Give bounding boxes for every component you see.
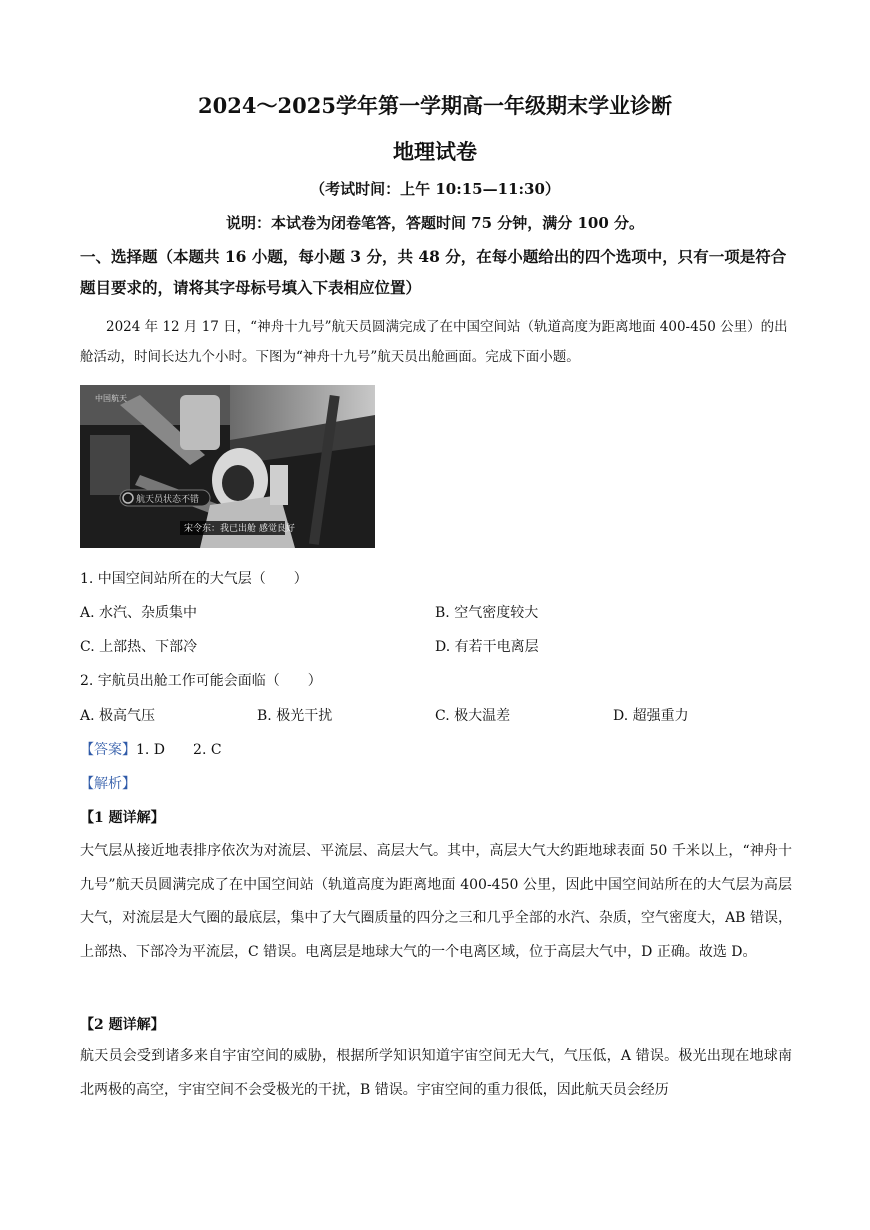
- q2-option-a: A. 极高气压: [80, 708, 156, 724]
- q1-option-b: B. 空气密度较大: [435, 605, 539, 621]
- answer-line: [80, 739, 222, 759]
- exam-time: （考试时间：上午 10:15—11:30）: [310, 180, 560, 198]
- answer-value: 1. D 2. C: [136, 742, 222, 758]
- exam-title: 2024～2025学年第一学期高一年级期末学业诊断: [198, 93, 672, 118]
- q2-option-c: C. 极大温差: [435, 708, 511, 724]
- analysis-label: 【解析】: [80, 776, 136, 792]
- detail-1-label: 【1 题详解】: [80, 810, 165, 826]
- exam-note: 说明：本试卷为闭卷笔答，答题时间 75 分钟，满分 100 分。: [225, 214, 645, 232]
- spacewalk-photo: [80, 385, 375, 548]
- photo-subtitle: 宋令东：我已出舱 感觉良好: [184, 524, 295, 534]
- question-intro: 2024 年 12 月 17 日，“神舟十九号”航天员圆满完成了在中国空间站（轨道高度为距离地面 400-450 公里）的出舱活动，时间长达九个小时。下图为“神舟十九号”航天员出舱画面。完成下面小题。: [80, 319, 788, 365]
- q1-option-d: D. 有若干电离层: [435, 639, 539, 655]
- q2-option-d: D. 超强重力: [613, 708, 689, 724]
- question-1-stem: 1. 中国空间站所在的大气层（ ）: [80, 571, 308, 587]
- q2-option-b: B. 极光干扰: [257, 708, 333, 724]
- detail-1-text: 大气层从接近地表排序依次为对流层、平流层、高层大气。其中，高层大气大约距地球表面 50 千米以上，“神舟十九号”航天员圆满完成了在中国空间站（轨道高度为距离地面 400-450 公里，因此中国空间站所在的大气层为高层大气，对流层是大气圈的最底层，集中了大气圈质量的四分之三和几乎全部的水汽、杂质，空气密度大，AB 错误，上部热、下部冷为平流层，C 错误。电离层是地球大气的一个电离区域，位于高层大气中，D 正确。故选 D。: [80, 843, 792, 960]
- q1-option-c: C. 上部热、下部冷: [80, 639, 198, 655]
- subject-title: 地理试卷: [393, 139, 477, 164]
- spacewalk-image: [80, 385, 375, 548]
- detail-2-text: 航天员会受到诸多来自宇宙空间的威胁，根据所学知识知道宇宙空间无大气，气压低，A 错误。极光出现在地球南北两极的高空，宇宙空间不会受极光的干扰，B 错误。宇宙空间的重力很低，因此航天员会经历: [80, 1048, 792, 1098]
- photo-badge: 航天员状态不错: [136, 495, 200, 505]
- section-heading: 一、选择题（本题共 16 小题，每小题 3 分，共 48 分，在每小题给出的四个选项中，只有一项是符合题目要求的，请将其字母标号填入下表相应位置）: [80, 247, 787, 297]
- q1-option-a: A. 水汽、杂质集中: [80, 605, 198, 621]
- photo-logo: 中国航天: [95, 394, 127, 403]
- question-2-stem: 2. 宇航员出舱工作可能会面临（ ）: [80, 673, 322, 689]
- detail-2-label: 【2 题详解】: [80, 1017, 165, 1033]
- answer-label: 【答案】: [80, 742, 136, 758]
